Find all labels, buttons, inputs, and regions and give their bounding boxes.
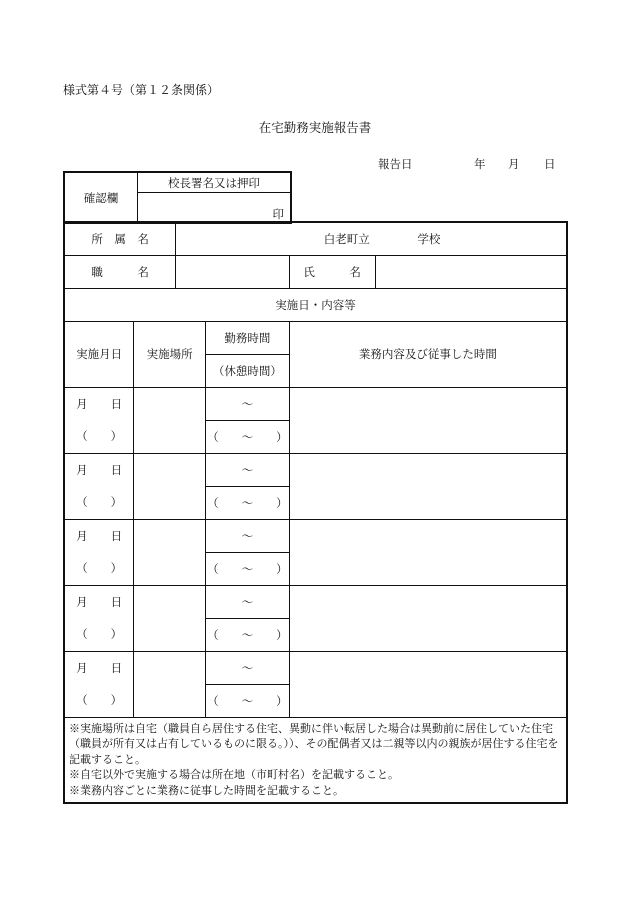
principal-seal-field[interactable]: [138, 193, 292, 224]
note-item: ※業務内容ごとに業務に従事した時間を記載すること。: [69, 783, 344, 797]
table-row: [64, 519, 567, 552]
row-weekday[interactable]: （ ）: [64, 552, 134, 585]
report-month-label: 月: [508, 157, 520, 171]
form-number: 様式第４号（第１２条関係）: [63, 83, 220, 97]
document-title: 在宅勤務実施報告書: [258, 120, 372, 135]
col-hours-header: 勤務時間: [206, 321, 290, 354]
col-date-header: 実施月日: [64, 321, 134, 387]
row-work-hours[interactable]: ～: [206, 387, 290, 420]
row-weekday[interactable]: （ ）: [64, 684, 134, 717]
row-month-day[interactable]: 月 日: [64, 519, 134, 552]
report-date: [378, 156, 568, 172]
affiliation-label: 所 属 名: [64, 222, 176, 255]
table-row: [64, 453, 567, 486]
report-table: [63, 221, 568, 804]
row-content-field[interactable]: [289, 519, 567, 585]
report-year-label: 年: [474, 157, 486, 171]
table-row: [64, 387, 567, 420]
town-label: 白老町立: [323, 231, 370, 246]
affiliation-field[interactable]: [176, 222, 567, 255]
table-row: [64, 585, 567, 618]
row-work-hours[interactable]: ～: [206, 453, 290, 486]
row-month-day[interactable]: 月 日: [64, 453, 134, 486]
col-place-header: 実施場所: [134, 321, 206, 387]
school-label: 学校: [417, 231, 441, 246]
row-work-hours[interactable]: ～: [206, 651, 290, 684]
report-date-label: 報告日: [378, 157, 413, 171]
row-place-field[interactable]: [134, 519, 206, 585]
row-month-day[interactable]: 月 日: [64, 651, 134, 684]
row-weekday[interactable]: （ ）: [64, 618, 134, 651]
col-break-header: （休憩時間）: [206, 354, 290, 387]
col-content-header: 業務内容及び従事した時間: [289, 321, 567, 387]
confirm-label: 確認欄: [64, 172, 138, 223]
row-break-hours[interactable]: （ ～ ）: [206, 486, 290, 519]
note-item: ※実施場所は自宅（職員自ら居住する住宅、異動に伴い転居した場合は異動前に居住していた住宅（職員が所有又は占有しているものに限る。））、その配偶者又は二親等以内の親族が居住する住宅を記載すること。: [69, 721, 559, 766]
position-field[interactable]: [176, 255, 290, 288]
row-content-field[interactable]: [289, 453, 567, 519]
row-month-day[interactable]: 月 日: [64, 585, 134, 618]
table-row: [64, 651, 567, 684]
row-weekday[interactable]: （ ）: [64, 486, 134, 519]
row-content-field[interactable]: [289, 585, 567, 651]
section-title: 実施日・内容等: [64, 288, 567, 321]
name-label: 氏 名: [289, 255, 375, 288]
confirmation-box: [63, 171, 292, 224]
name-field[interactable]: [375, 255, 567, 288]
row-month-day[interactable]: 月 日: [64, 387, 134, 420]
row-place-field[interactable]: [134, 387, 206, 453]
seal-mark: 印: [272, 207, 284, 221]
row-break-hours[interactable]: （ ～ ）: [206, 684, 290, 717]
row-break-hours[interactable]: （ ～ ）: [206, 420, 290, 453]
row-weekday[interactable]: （ ）: [64, 420, 134, 453]
notes: [64, 717, 567, 803]
row-place-field[interactable]: [134, 585, 206, 651]
row-break-hours[interactable]: （ ～ ）: [206, 552, 290, 585]
position-label: 職 名: [64, 255, 176, 288]
report-day-label: 日: [544, 157, 556, 171]
row-place-field[interactable]: [134, 453, 206, 519]
note-item: ※自宅以外で実施する場合は所在地（市町村名）を記載すること。: [69, 768, 399, 781]
row-work-hours[interactable]: ～: [206, 519, 290, 552]
row-content-field[interactable]: [289, 651, 567, 717]
row-place-field[interactable]: [134, 651, 206, 717]
principal-signature-label: 校長署名又は押印: [138, 172, 292, 193]
row-content-field[interactable]: [289, 387, 567, 453]
row-break-hours[interactable]: （ ～ ）: [206, 618, 290, 651]
row-work-hours[interactable]: ～: [206, 585, 290, 618]
